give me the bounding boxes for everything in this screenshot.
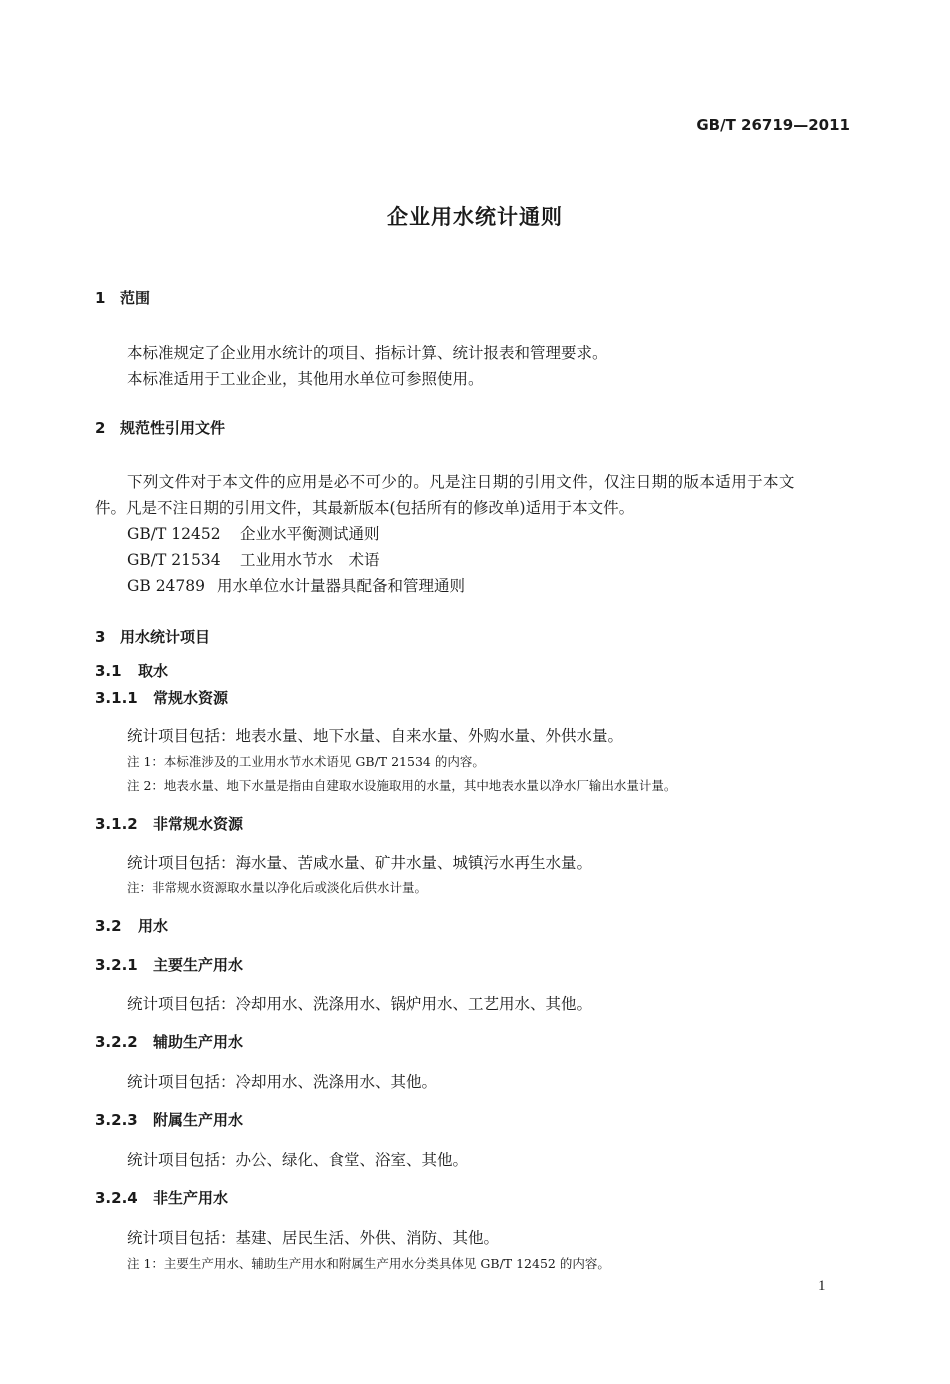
standard-code: GB/T 26719—2011 [696,116,850,134]
reference-item [127,522,380,544]
document-title: 企业用水统计通则 [387,205,563,229]
section-3-heading [95,626,210,647]
section-number: 3.2.1 [95,956,138,974]
note: 注：非常规水资源取水量以净化后或淡化后供水计量。 [127,880,428,895]
reference-item [127,574,465,596]
subsection-heading [95,1109,243,1130]
section-number: 3.1.2 [95,815,138,833]
paragraph: 本标准适用于工业企业，其他用水单位可参照使用。 [127,370,484,388]
reference-title: 企业水平衡测试通则 [240,525,380,543]
section-title: 附属生产用水 [153,1111,244,1129]
section-number: 1 [95,289,106,307]
section-number: 3.1 [95,662,122,680]
section-1-heading [95,287,150,308]
section-number: 3.2 [95,917,122,935]
paragraph: 统计项目包括：地表水量、地下水量、自来水量、外购水量、外供水量。 [127,727,624,745]
section-2-heading [95,417,225,438]
paragraph: 统计项目包括：冷却用水、洗涤用水、其他。 [127,1073,438,1091]
paragraph: 统计项目包括：办公、绿化、食堂、浴室、其他。 [127,1151,469,1169]
reference-title: 用水单位水计量器具配备和管理通则 [217,577,466,595]
section-number: 3.1.1 [95,689,138,707]
section-title: 用水统计项目 [120,628,211,646]
reference-item [127,548,380,570]
subsection-heading [95,915,168,936]
section-title: 非生产用水 [153,1189,229,1207]
section-title: 主要生产用水 [153,956,244,974]
reference-code: GB/T 21534 [127,551,221,569]
section-number: 3.2.4 [95,1189,138,1207]
subsection-heading [95,1187,228,1208]
subsection-heading [95,1031,243,1052]
reference-code: GB/T 12452 [127,525,221,543]
note: 注 1：本标准涉及的工业用水节水术语见 GB/T 21534 的内容。 [127,754,485,769]
subsection-heading [95,954,243,975]
page-number: 1 [818,1278,826,1294]
section-title: 规范性引用文件 [120,419,226,437]
paragraph: 本标准规定了企业用水统计的项目、指标计算、统计报表和管理要求。 [127,344,608,362]
section-number: 3 [95,628,106,646]
subsection-heading [95,687,228,708]
section-number: 3.2.3 [95,1111,138,1129]
reference-title: 工业用水节水 术语 [240,551,380,569]
note: 注 2：地表水量、地下水量是指由自建取水设施取用的水量，其中地表水量以净水厂输出水量计量。 [127,778,677,793]
note: 注 1：主要生产用水、辅助生产用水和附属生产用水分类具体见 GB/T 12452 的内容。 [127,1256,610,1271]
section-title: 取水 [138,662,169,680]
paragraph: 统计项目包括：海水量、苦咸水量、矿井水量、城镇污水再生水量。 [127,854,593,872]
section-number: 3.2.2 [95,1033,138,1051]
section-number: 2 [95,419,106,437]
reference-code: GB 24789 [127,577,206,595]
paragraph: 统计项目包括：冷却用水、洗涤用水、锅炉用水、工艺用水、其他。 [127,995,593,1013]
subsection-heading [95,660,168,681]
section-title: 常规水资源 [153,689,229,707]
section-title: 范围 [120,289,151,307]
paragraph: 件。凡是不注日期的引用文件，其最新版本(包括所有的修改单)适用于本文件。 [95,499,635,517]
section-title: 辅助生产用水 [153,1033,244,1051]
section-title: 非常规水资源 [153,815,244,833]
paragraph: 下列文件对于本文件的应用是必不可少的。凡是注日期的引用文件，仅注日期的版本适用于本文 [127,473,795,491]
paragraph: 统计项目包括：基建、居民生活、外供、消防、其他。 [127,1229,500,1247]
section-title: 用水 [138,917,169,935]
subsection-heading [95,813,243,834]
